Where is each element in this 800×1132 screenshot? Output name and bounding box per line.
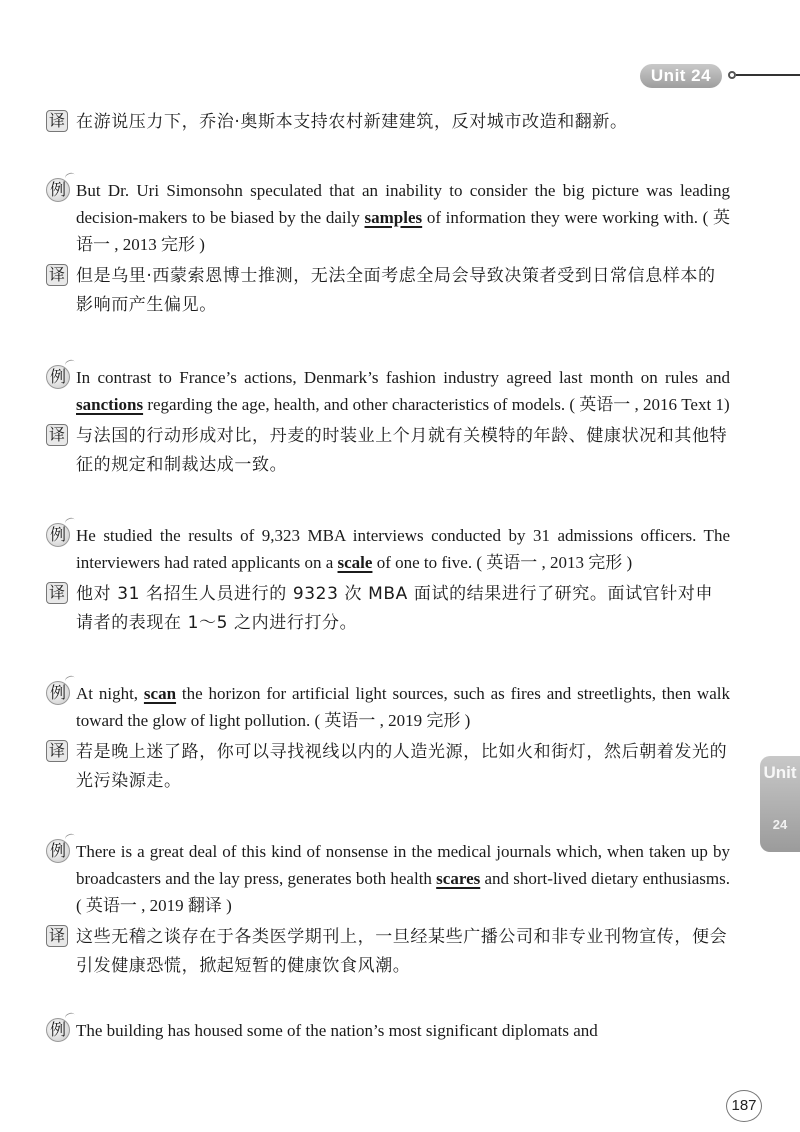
entry-block bbox=[46, 108, 730, 137]
translation-row bbox=[46, 422, 730, 480]
translation-row bbox=[46, 580, 730, 638]
translation-marker-icon: 译 bbox=[46, 264, 68, 286]
entry-block bbox=[46, 838, 730, 981]
chinese-translation: 若是晚上迷了路，你可以寻找视线以内的人造光源，比如火和街灯，然后朝着发光的光污染源走。 bbox=[76, 742, 728, 791]
example-row bbox=[46, 522, 730, 576]
example-row bbox=[46, 364, 730, 418]
translation-marker-icon: 译 bbox=[46, 925, 68, 947]
example-marker-icon: 例 bbox=[46, 365, 70, 389]
example-row bbox=[46, 177, 730, 258]
example-row bbox=[46, 680, 730, 734]
page-number: 187 bbox=[726, 1090, 762, 1122]
example-text: But Dr. Uri Simonsohn speculated that an inability to consider the big picture was leading decision-makers to be biased by the daily bbox=[76, 181, 730, 227]
example-marker-icon: 例 bbox=[46, 178, 70, 202]
example-text: and short-lived dietary enthusiasms. ( 英语一 , 2019 翻译 ) bbox=[76, 869, 730, 915]
example-marker-icon: 例 bbox=[46, 1018, 70, 1042]
english-example bbox=[76, 838, 730, 919]
keyword: scale bbox=[337, 553, 373, 572]
entry-block bbox=[46, 680, 730, 796]
chinese-translation: 但是乌里·西蒙索恩博士推测，无法全面考虑全局会导致决策者受到日常信息样本的影响而产生偏见。 bbox=[76, 266, 716, 315]
keyword: scares bbox=[436, 869, 481, 888]
example-marker-icon: 例 bbox=[46, 681, 70, 705]
english-example bbox=[76, 364, 730, 418]
example-row bbox=[46, 838, 730, 919]
entry-block bbox=[46, 364, 730, 480]
example-text: the horizon for artificial light sources, such as fires and streetlights, then walk toward the glow of light pollution. ( 英语一 , 2019 完形 ) bbox=[76, 684, 730, 730]
entry-block bbox=[46, 1017, 730, 1044]
header-rule bbox=[736, 74, 800, 76]
example-text: regarding the age, health, and other characteristics of models. ( 英语一 , 2016 Text 1) bbox=[143, 395, 730, 414]
english-example bbox=[76, 680, 730, 734]
example-row bbox=[46, 1017, 730, 1044]
english-example bbox=[76, 177, 730, 258]
entry-block bbox=[46, 177, 730, 320]
example-marker-icon: 例 bbox=[46, 839, 70, 863]
chinese-translation: 这些无稽之谈存在于各类医学期刊上，一旦经某些广播公司和非专业刊物宣传，便会引发健康恐慌，掀起短暂的健康饮食风潮。 bbox=[76, 927, 728, 976]
unit-header bbox=[640, 64, 800, 88]
example-text: of information they were working with. ( 英语一 , 2013 完形 ) bbox=[76, 208, 730, 254]
translation-marker-icon: 译 bbox=[46, 424, 68, 446]
english-example: The building has housed some of the nation’s most significant diplomats and bbox=[76, 1021, 598, 1040]
page-content bbox=[46, 108, 730, 1044]
side-unit-tab bbox=[760, 756, 800, 852]
example-text: At night, bbox=[76, 684, 144, 703]
translation-row bbox=[46, 108, 730, 137]
translation-row bbox=[46, 262, 730, 320]
keyword: scan bbox=[143, 684, 177, 703]
entry-block bbox=[46, 522, 730, 638]
chinese-translation: 他对 31 名招生人员进行的 9323 次 MBA 面试的结果进行了研究。面试官针对申请者的表现在 1～5 之内进行打分。 bbox=[76, 584, 714, 633]
example-text: of one to five. ( 英语一 , 2013 完形 ) bbox=[372, 553, 633, 572]
keyword: samples bbox=[364, 208, 423, 227]
example-text: He studied the results of 9,323 MBA interviews conducted by 31 admissions officers. The interviewers had rated applicants on a bbox=[76, 526, 730, 572]
side-tab-word: Unit bbox=[763, 763, 797, 782]
example-text: In contrast to France’s actions, Denmark’s fashion industry agreed last month on rules and bbox=[76, 368, 730, 387]
translation-marker-icon: 译 bbox=[46, 110, 68, 132]
chinese-translation: 在游说压力下，乔治·奥斯本支持农村新建建筑，反对城市改造和翻新。 bbox=[76, 112, 628, 132]
unit-label: Unit 24 bbox=[640, 64, 722, 88]
example-text: There is a great deal of this kind of nonsense in the medical journals which, when taken up by broadcasters and the lay press, generates both health bbox=[76, 842, 730, 888]
keyword: sanctions bbox=[76, 395, 144, 414]
chinese-translation: 与法国的行动形成对比，丹麦的时装业上个月就有关模特的年龄、健康状况和其他特征的规定和制裁达成一致。 bbox=[76, 426, 728, 475]
translation-marker-icon: 译 bbox=[46, 740, 68, 762]
header-dot-icon bbox=[728, 71, 736, 79]
translation-marker-icon: 译 bbox=[46, 582, 68, 604]
english-example bbox=[76, 522, 730, 576]
translation-row bbox=[46, 738, 730, 796]
side-tab-number: 24 bbox=[772, 817, 788, 832]
translation-row bbox=[46, 923, 730, 981]
example-marker-icon: 例 bbox=[46, 523, 70, 547]
